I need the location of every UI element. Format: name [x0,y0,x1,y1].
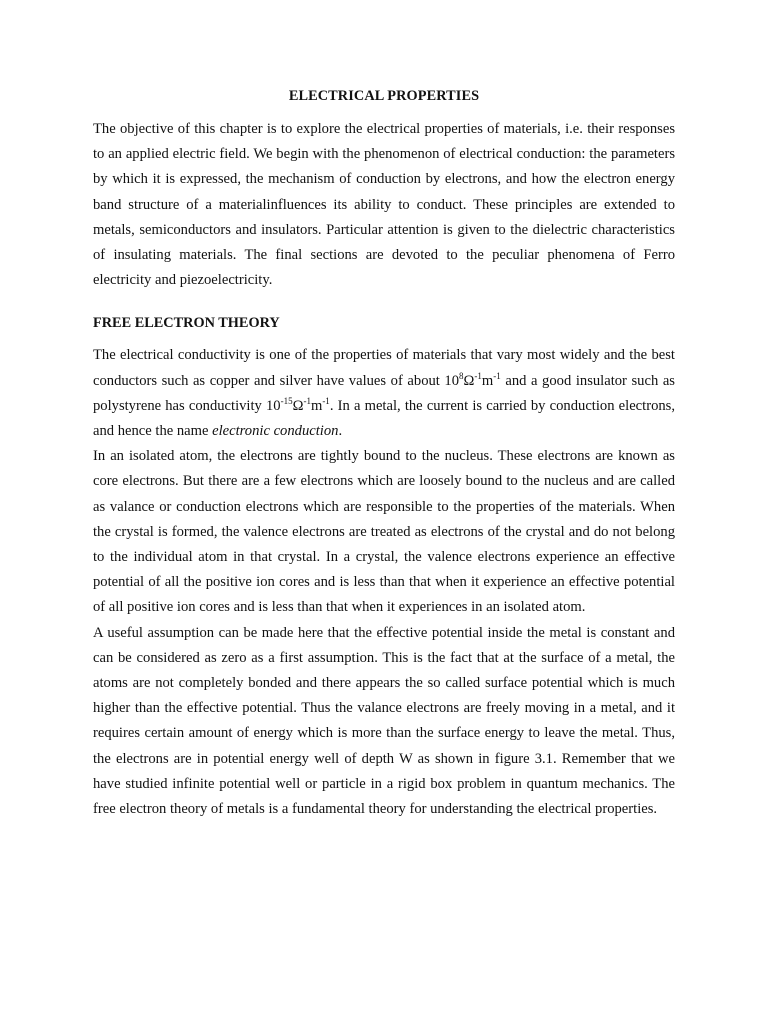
text-run: m [310,397,323,414]
superscript: 8 [459,370,464,381]
superscript: -15 [280,395,293,406]
section-heading: FREE ELECTRON THEORY [93,315,280,332]
superscript: -1 [493,370,501,381]
conductivity-paragraph [93,343,675,444]
intro-paragraph: The objective of this chapter is to explore the electrical properties of materials, i.e. their responses to an applied electric field. We begin with the phenomenon of electrical conduction: the parameters by which it is expressed, the mechanism of conduction by electrons, and how the electron energy band structure of a materialinfluences its ability to conduct. These principles are extended to metals, semiconductors and insulators. Particular attention is given to the dielectric characteristics of insulating materials. The final sections are devoted to the peculiar phenomena of Ferro electricity and piezoelectricity. [93,121,675,289]
emphasis-term: electronic conduction [212,423,339,440]
ohm-symbol: Ω [463,372,475,389]
text-run: . [338,423,343,440]
document-page [93,86,675,822]
text-run: The electrical conductivity is one of the properties of materials that vary most widely and the best conductors such as copper and silver have values of about 10 [93,347,675,389]
ohm-symbol: Ω [292,397,304,414]
page-title: ELECTRICAL PROPERTIES [288,88,480,104]
text-run: m [481,372,494,389]
text-run: and a good insulator such as polystyrene has conductivity 10 [93,372,675,414]
assumption-paragraph: A useful assumption can be made here that the effective potential inside the metal is constant and can be considered as zero as a first assumption. This is the fact that at the surface of a metal, the atoms are not completely bonded and there appears the so called surface potential which is much higher than the effective potential. Thus the valance electrons are freely moving in a metal, and it requires certain amount of energy which is more than the surface energy to leave the metal. Thus, the electrons are in potential energy well of depth W as shown in figure 3.1. Remember that we have studied infinite potential well or particle in a rigid box problem in quantum mechanics. The free electron theory of metals is a fundamental theory for understanding the electrical properties. [93,624,675,818]
superscript: -1 [322,395,330,406]
isolated-atom-paragraph: In an isolated atom, the electrons are tightly bound to the nucleus. These electrons are known as core electrons. But there are a few electrons which are loosely bound to the nucleus and are called as valance or conduction electrons which are responsible to the properties of the materials. When the crystal is formed, the valence electrons are treated as electrons of the crystal and do not belong to the individual atom in that crystal. In a crystal, the valence electrons experience an effective potential of all the positive ion cores and is less than that when it experience an effective potential of all positive ion cores and is less than that when it experiences in an isolated atom. [93,448,675,616]
text-run: . In a metal, the current is carried by conduction electrons, and hence the name [93,397,675,440]
superscript: -1 [303,395,311,406]
superscript: -1 [474,370,482,381]
